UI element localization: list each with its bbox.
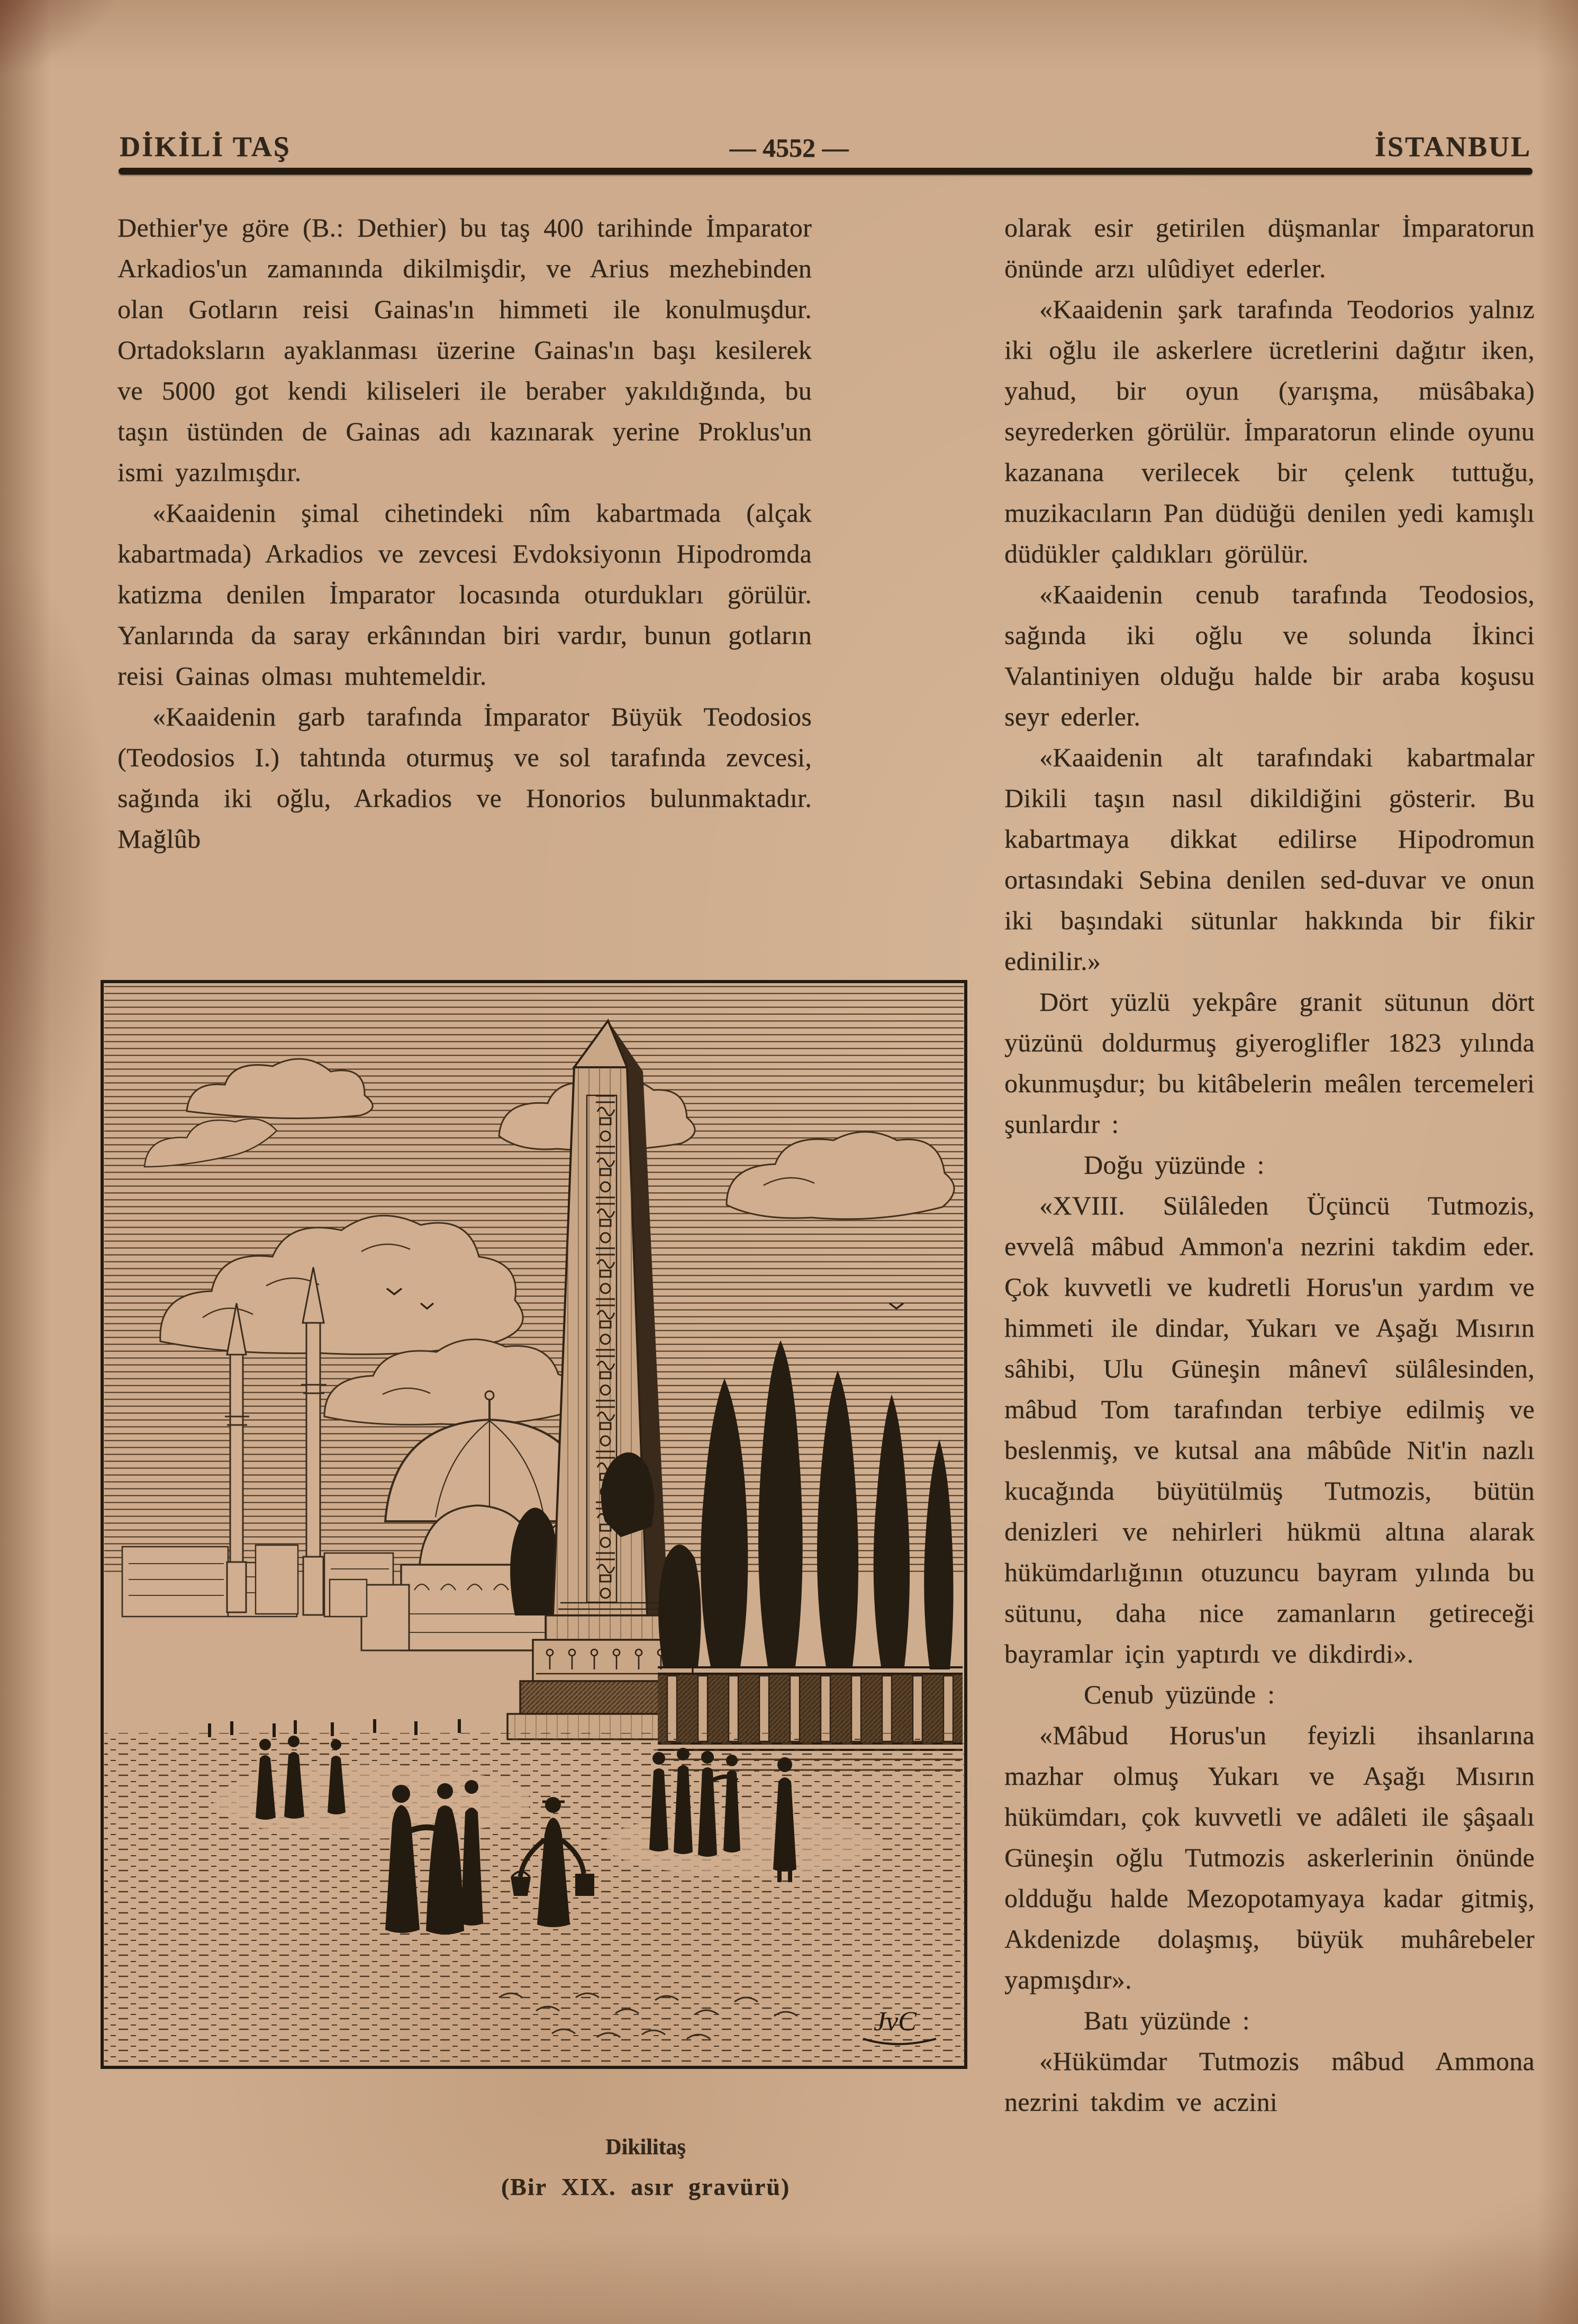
section-heading-east-face: Doğu yüzünde : — [1084, 1150, 1265, 1179]
paragraph: Dethier'ye göre (B.: Dethier) bu taş 400 tarihinde İmparator Arkadios'un zamanında dikilmişdir, ve Arius mezhebinden olan Gotların reisi Gainas'ın himmeti ile konulmuşdur. Ortadoksların ayaklanması üzerine Gainas'ın başı kesilerek ve 5000 got kendi kiliseleri ile beraber yakıldığında, bu taşın üstünden de Gainas adı kazınarak yerine Proklus'un ismi yazılmışdır. — [117, 213, 812, 487]
header-rule — [119, 168, 1532, 175]
entry-title: DİKİLİ TAŞ — [120, 131, 291, 162]
left-column — [117, 207, 812, 859]
paragraph: «Kaaidenin cenub tarafında Teodosios, sağında iki oğlu ve solunda İkinci Valantiniyen olduğu halde bir araba koşusu seyr ederler. — [1004, 579, 1535, 731]
section-heading-south-face: Cenub yüzünde : — [1084, 1680, 1275, 1709]
page-number: — 4552 — — [729, 133, 849, 162]
svg-text:JvC: JvC — [874, 2007, 917, 2037]
paragraph: «Kaaidenin şimal cihetindeki nîm kabartmada (alçak kabartmada) Arkadios ve zevcesi Evdoksiyonın Hipodromda katizma denilen İmparator locasında oturdukları görülür. Yanlarında da saray erkânından biri vardır, bunun gotların reisi Gainas olması muhtemeldir. — [117, 498, 812, 691]
obelisk-engraving-image — [97, 976, 971, 2073]
caption-subtitle: (Bir XIX. asır gravürü) — [501, 2173, 791, 2200]
paragraph: «Kaaidenin şark tarafında Teodorios yalnız iki oğlu ile askerlere ücretlerini dağıtır iken, yahud, bir oyun (yarışma, müsâbaka) seyrederken görülür. İmparatorun elinde oyunu kazanana verilecek bir çelenk tuttuğu, muzikacıların Pan düdüğü denilen yedi kamışlı düdükler çaldıkları görülür. — [1004, 294, 1535, 568]
paragraph: Dört yüzlü yekpâre granit sütunun dört yüzünü doldurmuş giyeroglifler 1823 yılında okunmuşdur; bu kitâbelerin meâlen tercemeleri şunlardır : — [1004, 987, 1535, 1139]
paragraph: olarak esir getirilen düşmanlar İmparatorun önünde arzı ulûdiyet ederler. — [1004, 213, 1535, 283]
paragraph: «Kaaidenin garb tarafında İmparator Büyük Teodosios (Teodosios I.) tahtında oturmuş ve sol tarafında zevcesi, sağında iki oğlu, Arkadios ve Honorios bulunmaktadır. Mağlûb — [117, 702, 812, 854]
caption-title: Dikilitaş — [605, 2135, 686, 2159]
engraving-ground — [104, 1733, 964, 2065]
paragraph: «Mâbud Horus'un feyizli ihsanlarına mazhar olmuş Yukarı ve Aşağı Mısırın hükümdarı, çok kuvvetli ve adâleti ile şâşaalı Güneşin oğlu Tutmozis askerlerinin önünde oldduğu halde Mezopotamyaya kadar gitmiş, Akdenizde dolaşmış, büyük muhârebeler yapmışdır». — [1004, 1720, 1535, 1994]
section-heading-west-face: Batı yüzünde : — [1084, 2005, 1250, 2035]
paragraph: «Hükümdar Tutmozis mâbud Ammona nezrini takdim ve aczini — [1004, 2046, 1535, 2117]
paragraph: «Kaaidenin alt tarafındaki kabartmalar Dikili taşın nasıl dikildiğini gösterir. Bu kabartmaya dikkat edilirse Hipodromun ortasındaki Sebina denilen sed-duvar ve onun iki başındaki sütunlar hakkında bir fikir edinilir.» — [1004, 742, 1535, 976]
obelisk-engraving — [97, 976, 971, 2073]
paragraph: «XVIII. Sülâleden Üçüncü Tutmozis, evvelâ mâbud Ammon'a nezrini takdim eder. Çok kuvvetli ve kudretli Horus'un yardım ve himmeti ile dindar, Yukarı ve Aşağı Mısırın sâhibi, Ulu Güneşin mânevî sülâlesinden, mâbud Tom tarafından terbiye edilmiş ve beslenmiş, ve kutsal ana mâbûde Nit'in nazlı kucağında büyütülmüş Tutmozis, bütün denizleri ve nehirleri hükmü altına alarak hükümdarlığının otuzuncu bayram yılında bu sütunu, daha nice zamanların getireceği bayramlar için yaptırdı ve dikdirdi». — [1004, 1191, 1535, 1668]
volume-title: İSTANBUL — [1374, 131, 1531, 162]
figure-caption — [318, 2128, 974, 2208]
